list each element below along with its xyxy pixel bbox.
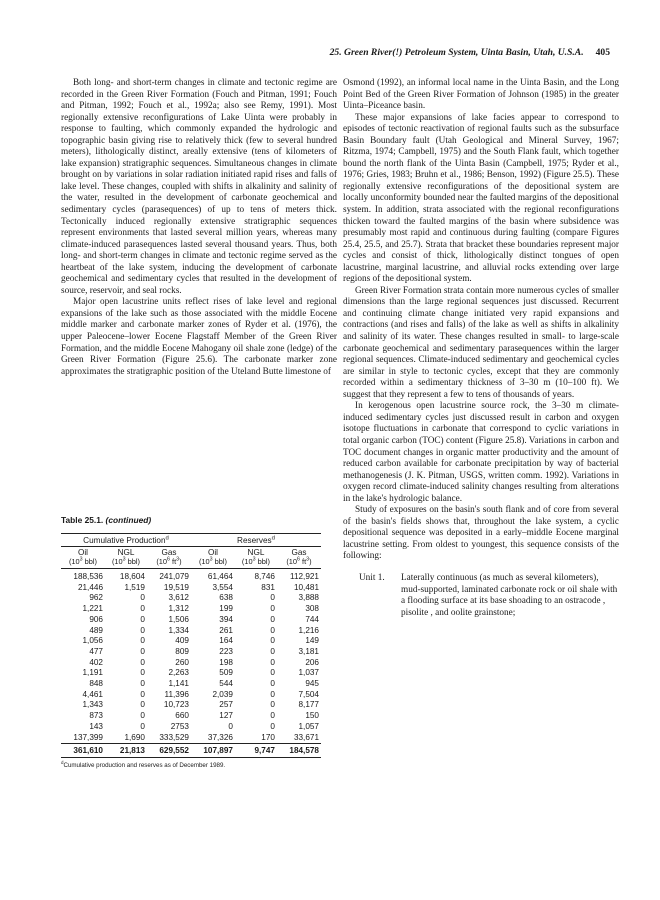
table-cell: 1,519 [124,582,145,592]
table-cell: 1,057 [298,721,319,731]
table-cell: 37,326 [207,732,233,742]
column-unit: ($10^3$ bbl) [191,557,235,569]
table-cell: 0 [270,636,275,646]
table-cell: 10,723 [163,700,189,710]
table-cell: 906 [89,614,103,624]
table-cell: 170 [261,732,275,742]
table-cell: 0 [140,657,145,667]
paragraph: Major open lacustrine units reflect rises of lake level and regional expansions of the lake such as those associated with the middle Eocene middle marker and carbonate marker zones of Ryder et al. (1976), the upper Paleocene–lower Eocene Flagstaff Member of the Green River Formation, and the middle Eocene Mahogany oil shale zone (ledge) of the Green River Formation (Figure 25.6). The carbonate marker zone approximates the stratigraphic position of the Uteland Butte limestone of [61,297,337,377]
table-cell: 1,056 [82,636,103,646]
table-cell: 260 [175,657,189,667]
table-cell: 0 [270,657,275,667]
table-cell: 873 [89,711,103,721]
table-title-label: Table 25.1. [61,515,104,525]
table-cell: 0 [270,689,275,699]
table-cell: 1,343 [82,700,103,710]
table-cell: 848 [89,679,103,689]
table-cell: 0 [270,604,275,614]
table-cell: 0 [270,646,275,656]
page-number: 405 [595,47,610,58]
table-cell: 10,481 [293,582,319,592]
column-header: Gas [291,548,307,557]
table-cell: 308 [305,604,319,614]
totals-row [61,744,321,758]
table-cell: 660 [175,711,189,721]
table-cell: 1,216 [298,625,319,635]
table-cell: 241,079 [159,572,189,581]
paragraph: Study of exposures on the basin's south flank and of core from several of the basin's fields shows that, throughout the lake system, a cyclic depositional sequence was deposited in a early–middle Eocene marginal lacustrine setting. From oldest to youngest, this sequence consists of the following: [343,505,619,562]
table-cell: 0 [140,593,145,603]
table-cell: 7,504 [298,689,319,699]
column-unit: ($10^6$ $ft^3$) [147,557,191,569]
table-cell: 962 [89,593,103,603]
table-cell: 223 [219,646,233,656]
group-header-reserves: Reserves$^d$ [191,534,321,547]
table-cell: 945 [305,679,319,689]
paragraph: Osmond (1992), an informal local name in the Uinta Basin, and the Long Point Bed of the Green River Formation of Johnson (1985) in the greater Uinta–Piceance basin. [343,78,619,112]
column-header: NGL [247,548,265,557]
table-row [61,658,321,669]
table-cell: 394 [219,614,233,624]
unit-label: Unit 1. [359,572,385,583]
table-cell: 333,529 [159,732,189,742]
table-row [61,636,321,647]
table-cell: 33,671 [293,732,319,742]
table-cell: 0 [140,679,145,689]
table-row [61,711,321,722]
table-cell: 3,554 [212,582,233,592]
table-cell: 409 [175,636,189,646]
table-title-suffix: (continued) [105,515,152,525]
table-25-1 [61,515,321,769]
table-row [61,626,321,637]
table-cell: 1,506 [168,614,189,624]
table-cell: 112,921 [290,572,319,581]
table-cell: 11,396 [164,689,189,699]
table-title [61,515,321,525]
table-cell: 0 [270,625,275,635]
data-table [61,533,321,758]
table-cell: 149 [305,636,319,646]
table-row [61,679,321,690]
table-cell: 1,037 [298,668,319,678]
table-cell: 809 [175,646,189,656]
table-row [61,690,321,701]
table-row [61,615,321,626]
table-cell: 2,039 [212,689,233,699]
running-header [40,47,610,58]
table-cell: 0 [140,700,145,710]
table-cell: 489 [89,625,103,635]
total-cell: 107,897 [191,744,235,758]
table-cell: 831 [261,582,275,592]
table-cell: 61,464 [207,572,233,581]
table-row [61,722,321,733]
table-cell: 2,263 [168,668,189,678]
column-unit: ($10^3$ bbl) [61,557,105,569]
table-cell: 509 [219,668,233,678]
table-cell: 638 [219,593,233,603]
table-row [61,604,321,615]
table-cell: 1,141 [168,679,189,689]
total-cell: 9,747 [235,744,277,758]
table-cell: 150 [305,711,319,721]
table-cell: 198 [219,657,233,667]
total-cell: 184,578 [277,744,321,758]
column-header: Oil [77,548,88,557]
unit-description: Laterally continuous (as much as several kilometers), mud-supported, laminated carbonate rock or oil shale with a flooding surface at its base shoading to an ostracode , pisolite , and oolite grainstone; [401,572,618,618]
table-cell: 0 [270,721,275,731]
table-cell: 0 [140,721,145,731]
table-cell: 0 [140,625,145,635]
left-column [61,78,337,378]
table-cell: 744 [305,614,319,624]
table-cell: 1,221 [82,604,103,614]
table-row [61,647,321,658]
table-cell: 127 [219,711,233,721]
table-cell: 1,191 [82,668,103,678]
total-cell: 361,610 [61,744,105,758]
column-header: Gas [161,548,177,557]
table-cell: 1,690 [124,732,145,742]
table-cell: 257 [219,700,233,710]
paragraph: Green River Formation strata contain more numerous cycles of smaller dimensions than the large regional sequences just discussed. Recurrent and continuing climate change initiated very rapid expansions and contractions (and rises and falls) of the lake as well as shifts in alkalinity and salinity of its water. These changes resulted in small- to large-scale carbonate geochemical and sedimentary parasequences within the larger regional sequences. Climate-induced sedimentary and geochemical cycles are similar in style to tectonic cycles, except that they are commonly recorded within a sedimentary thickness of 3–30 m (10–100 ft). We suggest that they represent a few to tens of thousands of years. [343,285,619,400]
table-cell: 188,536 [73,572,103,581]
table-cell: 199 [219,604,233,614]
table-cell: 137,399 [73,732,103,742]
paragraph: In kerogenous open lacustrine source rock, the 3–30 m climate-induced sedimentary cycles just discussed result in carbon and oxygen isotope fluctuations in carbonate that correspond to cyclic variations in total organic carbon (TOC) content (Figure 25.8). Variations in carbon and TOC document changes in organic matter productivity and the amount of reduced carbon available for carbonate precipitation by way of bacterial methanogenesis (J. K. Pitman, USGS, written comm. 1992). Variations in oxygen record climate-induced salinity changes resulting from alterations in the lake's hydrologic balance. [343,401,619,504]
column-header: Oil [207,548,218,557]
table-cell: 3,888 [298,593,319,603]
table-cell: 21,446 [77,582,103,592]
table-cell: 0 [140,689,145,699]
table-cell: 143 [89,721,103,731]
table-row [61,668,321,679]
table-cell: 0 [270,711,275,721]
group-header-production: Cumulative Production$^d$ [61,534,191,547]
table-cell: 2753 [170,721,189,731]
table-cell: 0 [228,721,233,731]
running-title: 25. Green River(!) Petroleum System, Uinta Basin, Utah, U.S.A. [329,47,584,58]
paragraph: These major expansions of lake facies appear to correspond to episodes of tectonic reactivation of regional faults such as the subsurface Basin Boundary fault (Utah Geological and Mineral Survey, 1967; Ritzma, 1974; Campbell, 1975) and the South Flank fault, which together bound the north flank of the Uinta Basin (Campbell, 1975; Ryder et al., 1976; Gries, 1983; Bruhn et al., 1986; Benson, 1992) (Figure 25.5). These regionally extensive reconfigurations of the depositional system are locally unconformity bounded near the faulted margins of the depositional system. In addition, strata associated with the regional reconfigurations thicken toward the faulted margins of the basin where subsidence was presumably most rapid and continuous during faulting (compare Figures 25.4, 25.5, and 25.7). Strata that bracket these boundaries represent major cycles and consist of thick, lithologically distinct tongues of open lacustrine, marginal lacustrine, and alluvial rocks extending over large regions of the depositional system. [343,112,619,285]
table-cell: 0 [270,668,275,678]
table-cell: 19,519 [163,582,189,592]
table-cell: 477 [89,646,103,656]
right-column [343,78,619,619]
table-row [61,733,321,744]
total-cell: 21,813 [105,744,147,758]
column-header: NGL [117,548,135,557]
table-cell: 0 [270,700,275,710]
column-unit: ($10^6$ $ft^3$) [277,557,321,569]
table-cell: 0 [270,679,275,689]
paragraph: Both long- and short-term changes in climate and tectonic regime are recorded in the Green River Formation (Fouch and Pitman, 1991; Fouch and Pitman, 1992; Fouch et al., 1992a; also see Remy, 1991). Most regionally extensive reconfigurations of Lake Uinta were probably in response to faulting, which commonly expanded the hydrologic and topographic basin giving rise to relatively thick (few to several hundred meters), lithologically distinct, areally extensive (tens of kilometers of lake expansion) stratigraphic sequences. Simultaneous changes in climate brought on by variations in solar radiation initiated rapid rises and falls of lake level. These changes, coupled with shifts in alkalinity and salinity of the water, resulted in the development of carbonate geochemical and sedimentary cycles (parasequences) of up to tens of meters thick. Tectonically induced regionally extensive stratigraphic sequences represent environments that lasted several million years, whereas many climate-induced parasequences lasted several thousand years. Thus, both long- and short-term changes in climate and tectonic regime served as the heartbeat of the lake system, inducing the development of carbonate geochemical and sedimentary cycles that resulted in the development of source, reservoir, and seal rocks. [61,78,337,296]
table-cell: 1,334 [168,625,189,635]
column-unit: ($10^3$ bbl) [105,557,147,569]
table-cell: 0 [140,668,145,678]
table-cell: 4,461 [82,689,103,699]
table-cell: 18,604 [119,572,145,581]
table-cell: 3,181 [298,646,319,656]
table-row [61,700,321,711]
table-cell: 0 [140,636,145,646]
table-cell: 164 [219,636,233,646]
table-cell: 0 [140,614,145,624]
table-cell: 206 [305,657,319,667]
table-row [61,583,321,594]
column-unit: ($10^3$ bbl) [235,557,277,569]
total-cell: 629,552 [147,744,191,758]
table-cell: 1,312 [168,604,189,614]
table-row [61,593,321,604]
table-cell: 402 [89,657,103,667]
table-cell: 544 [219,679,233,689]
unit-list-item [343,573,619,619]
table-cell: 3,612 [168,593,189,603]
table-row [61,569,321,583]
table-cell: 0 [140,711,145,721]
table-cell: 0 [140,646,145,656]
table-cell: 0 [140,604,145,614]
table-cell: 8,177 [298,700,319,710]
table-cell: 0 [270,593,275,603]
table-footnote: $^d$Cumulative production and reserves as of December 1989. [61,760,226,770]
table-cell: 0 [270,614,275,624]
table-cell: 261 [219,625,233,635]
table-cell: 8,746 [254,572,275,581]
